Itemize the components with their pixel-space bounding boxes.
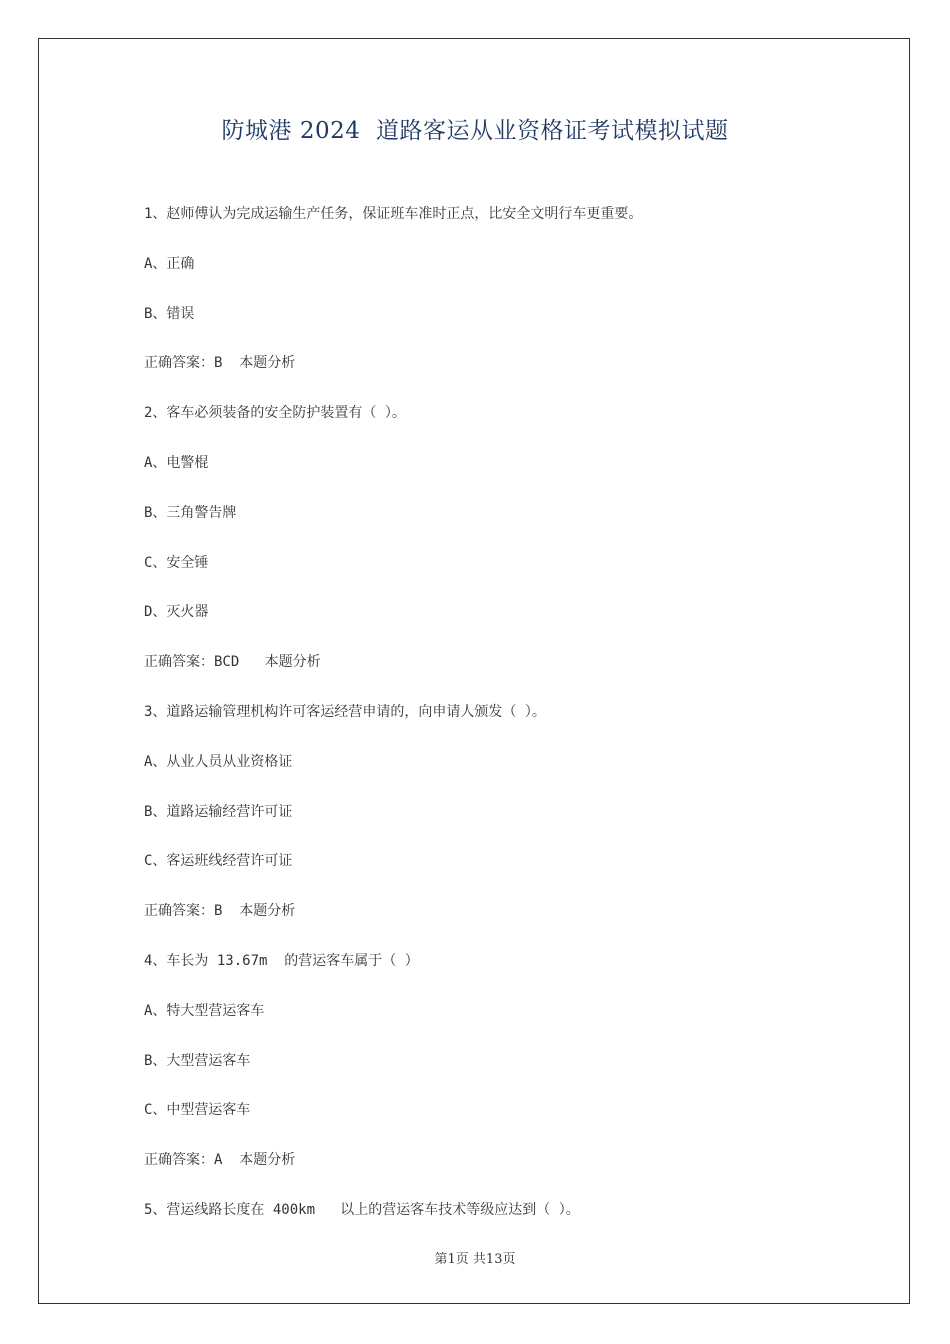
question-2-option-b: B、三角警告牌	[144, 504, 237, 521]
question-2-option-a: A、电警棍	[144, 454, 209, 471]
question-3-option-a: A、从业人员从业资格证	[144, 753, 293, 770]
question-4-answer: 正确答案：A 本题分析	[144, 1152, 296, 1169]
question-3-answer: 正确答案：B 本题分析	[144, 903, 296, 920]
question-1-text: 1、赵师傅认为完成运输生产任务，保证班车准时正点，比安全文明行车更重要。	[144, 206, 643, 222]
question-1-answer: 正确答案：B 本题分析	[144, 355, 296, 372]
question-1-option-b: B、错误	[144, 305, 195, 322]
question-4-option-a: A、特大型营运客车	[144, 1002, 265, 1019]
question-2-option-d: D、灭火器	[144, 604, 209, 621]
document-title: 防城港 2024 道路客运从业资格证考试模拟试题	[221, 118, 729, 144]
page-footer: 第1页 共13页	[434, 1252, 516, 1267]
question-2-option-c: C、安全锤	[144, 554, 209, 571]
question-5-text: 5、营运线路长度在 400km 以上的营运客车技术等级应达到（ ）。	[144, 1201, 580, 1218]
question-3-text: 3、道路运输管理机构许可客运经营申请的，向申请人颁发（ ）。	[144, 703, 546, 720]
question-2-text: 2、客车必须装备的安全防护装置有（ ）。	[144, 405, 406, 422]
question-list	[144, 201, 844, 1247]
question-4-option-c: C、中型营运客车	[144, 1102, 251, 1119]
question-1-option-a: A、正确	[144, 255, 195, 272]
question-4-option-b: B、大型营运客车	[144, 1052, 251, 1069]
question-4-text: 4、车长为 13.67m 的营运客车属于（ ）	[144, 952, 419, 969]
question-3-option-b: B、道路运输经营许可证	[144, 803, 293, 820]
question-2-answer: 正确答案：BCD 本题分析	[144, 654, 321, 671]
question-3-option-c: C、客运班线经营许可证	[144, 853, 293, 870]
